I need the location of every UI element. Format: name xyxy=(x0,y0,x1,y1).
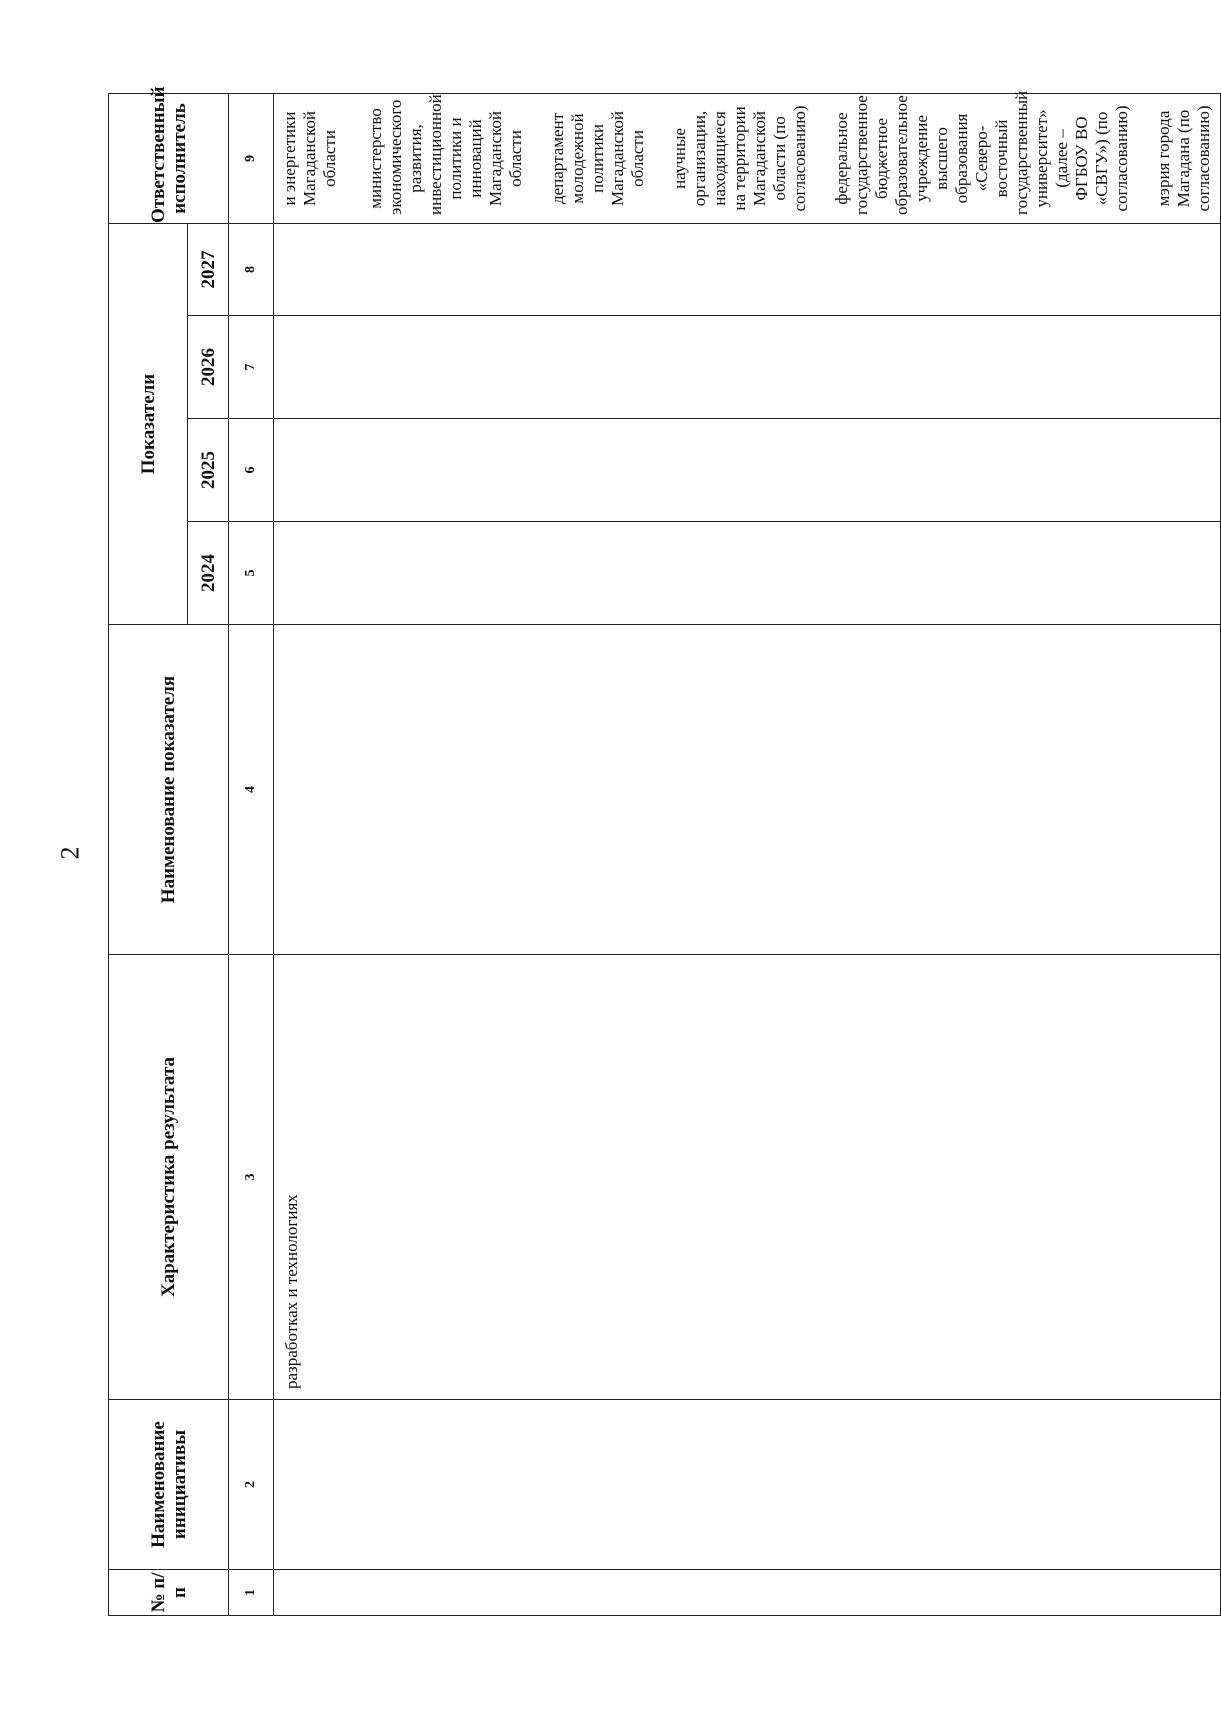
table-row xyxy=(274,93,1221,1615)
header-number: № п/п xyxy=(109,1570,229,1616)
column-number: 7 xyxy=(229,316,274,419)
header-year-2025: 2025 xyxy=(188,419,229,522)
row-value-2025 xyxy=(274,419,1221,522)
executor-item: федеральное государственное бюджетное образовательное учреждение высшего образования «Северо-восточный государственный университет» (далее – ФГБОУ ВО «СВГУ») (по согласованию) xyxy=(832,90,1131,215)
executor-item: министерство экономического развития, инвестиционной политики и инноваций Магаданской области xyxy=(366,94,525,215)
row-number xyxy=(274,1570,1221,1616)
row-executors xyxy=(274,90,1221,223)
row-value-2027 xyxy=(274,223,1221,315)
header-year-2024: 2024 xyxy=(188,522,229,625)
header-year-2027: 2027 xyxy=(188,223,229,315)
row-value-2026 xyxy=(274,316,1221,419)
rotated-table-sheet xyxy=(108,86,1213,1616)
column-number: 6 xyxy=(229,419,274,522)
executor-item: и энергетики Магаданской области xyxy=(280,110,339,206)
header-indicator: Наименование показателя xyxy=(109,625,229,955)
page-number: 2 xyxy=(55,846,85,860)
header-year-2026: 2026 xyxy=(188,316,229,419)
column-number: 1 xyxy=(229,1570,274,1616)
executor-item: департамент молодежной политики Магаданской области xyxy=(548,110,647,206)
row-result-text: разработках и технологиях xyxy=(282,1194,301,1389)
column-number: 9 xyxy=(229,93,274,223)
executor-item: научные организации, находящиеся на территории Магаданской области (по согласованию) xyxy=(670,105,809,212)
row-indicator xyxy=(274,625,1221,955)
column-number: 8 xyxy=(229,223,274,315)
column-number: 4 xyxy=(229,625,274,955)
header-executor: Ответственный исполнитель xyxy=(109,93,229,223)
header-result: Характеристика результата xyxy=(109,955,229,1400)
row-initiative xyxy=(274,1400,1221,1570)
header-initiative: Наименование инициативы xyxy=(109,1400,229,1570)
column-number: 2 xyxy=(229,1400,274,1570)
executor-item: мэрия города Магадана (по согласованию) xyxy=(1154,105,1213,212)
header-row xyxy=(109,93,188,1615)
column-number: 3 xyxy=(229,955,274,1400)
column-number: 5 xyxy=(229,522,274,625)
row-result xyxy=(274,955,1221,1400)
header-indicators: Показатели xyxy=(109,223,188,624)
row-value-2024 xyxy=(274,522,1221,625)
column-numbers-row xyxy=(229,93,274,1615)
initiatives-table xyxy=(108,86,1221,1616)
